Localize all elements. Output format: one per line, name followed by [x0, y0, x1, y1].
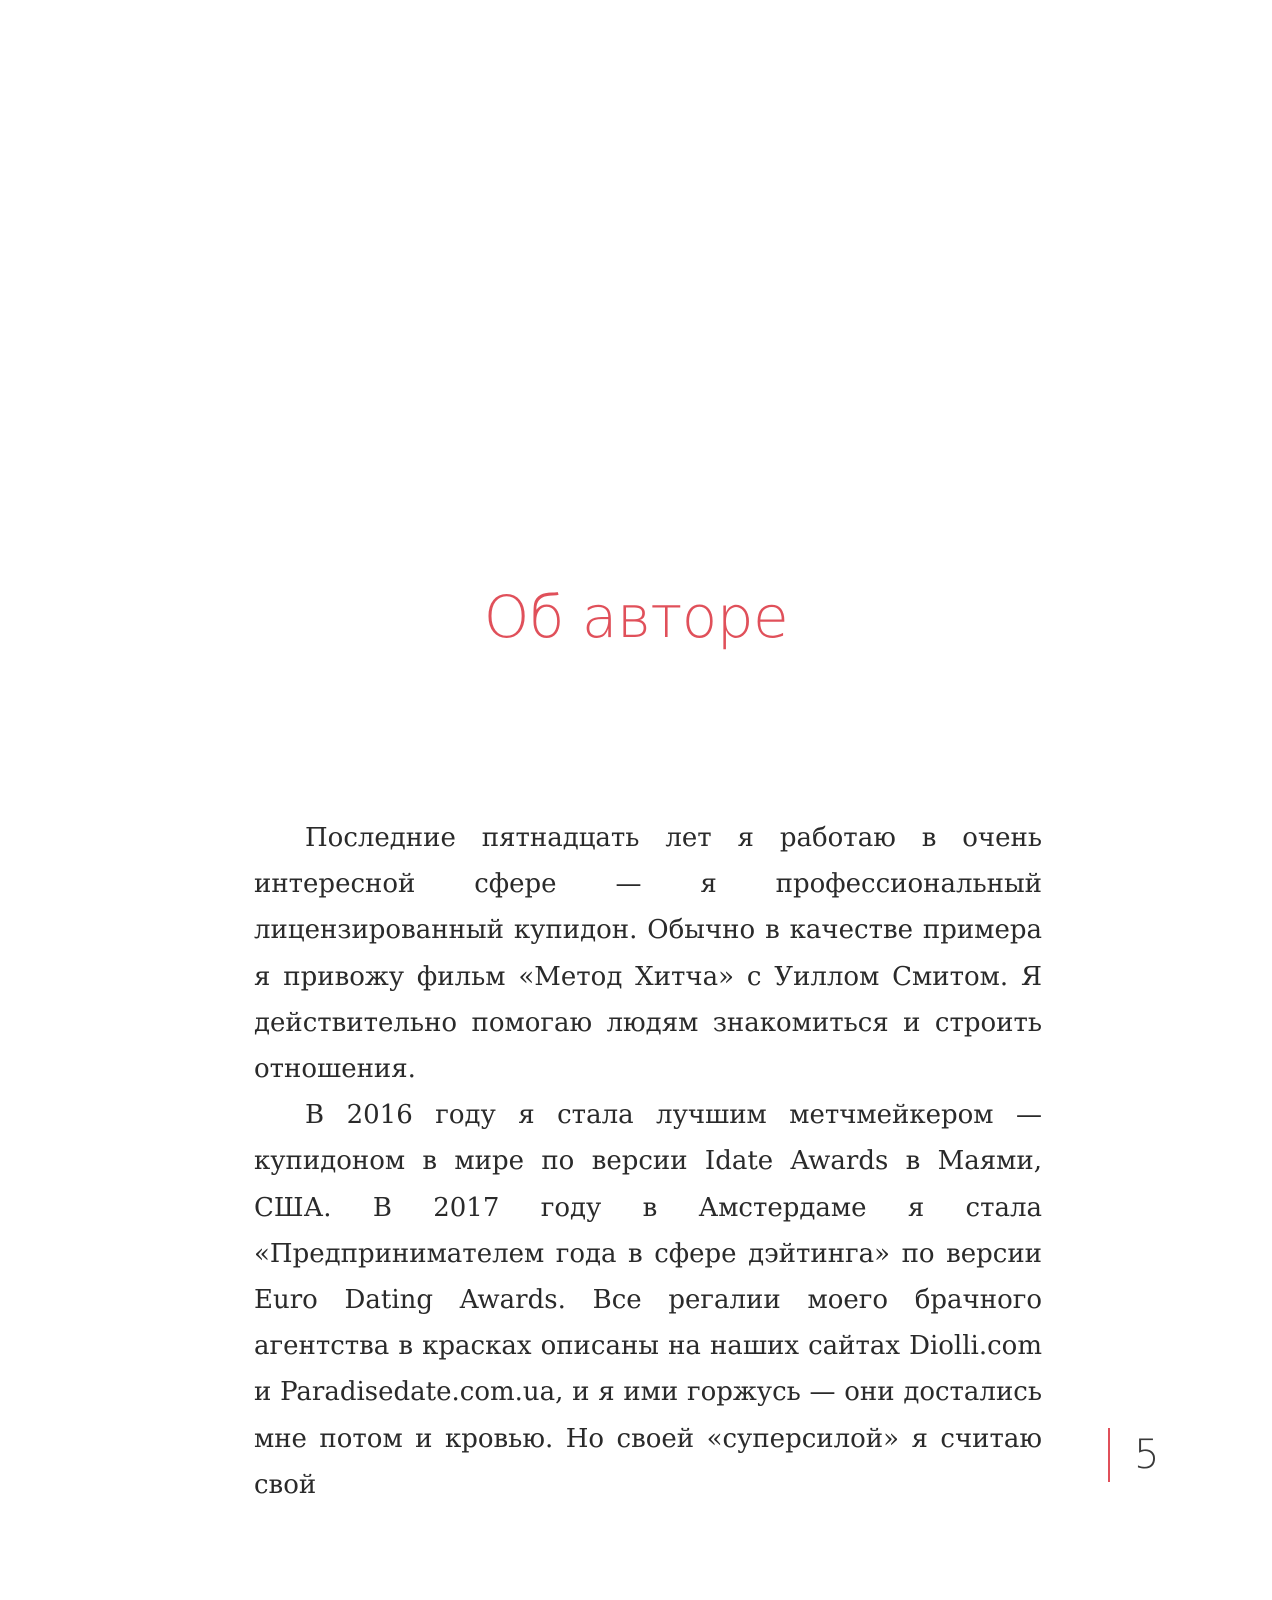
paragraph: Последние пятнадцать лет я работаю в очень интересной сфере — я профессиональный лицензированный купидон. Обычно в качестве примера я привожу фильм «Метод Хитча» с Уиллом Смитом. Я действительно помогаю людям знакомиться и строить отношения. [254, 823, 1042, 1085]
paragraph: В 2016 году я стала лучшим метчмейкером — купидоном в мире по версии Idate Awards в Маями, США. В 2017 году в Амстердаме я стала «Предпринимателем года в сфере дэйтинга» по версии Euro Dating Awards. Все регалии моего брачного агентства в красках описаны на наших сайтах Diolli.com и Paradisedate.com.ua, и я ими горжусь — они достались мне потом и кровью. Но своей «суперсилой» я считаю свой [254, 1100, 1042, 1500]
chapter-title: Об авторе [483, 583, 789, 651]
page-footer [1108, 1428, 1159, 1482]
page-number-divider [1108, 1428, 1110, 1482]
page-number: 5 [1134, 1432, 1160, 1478]
body-text [254, 815, 1042, 1508]
